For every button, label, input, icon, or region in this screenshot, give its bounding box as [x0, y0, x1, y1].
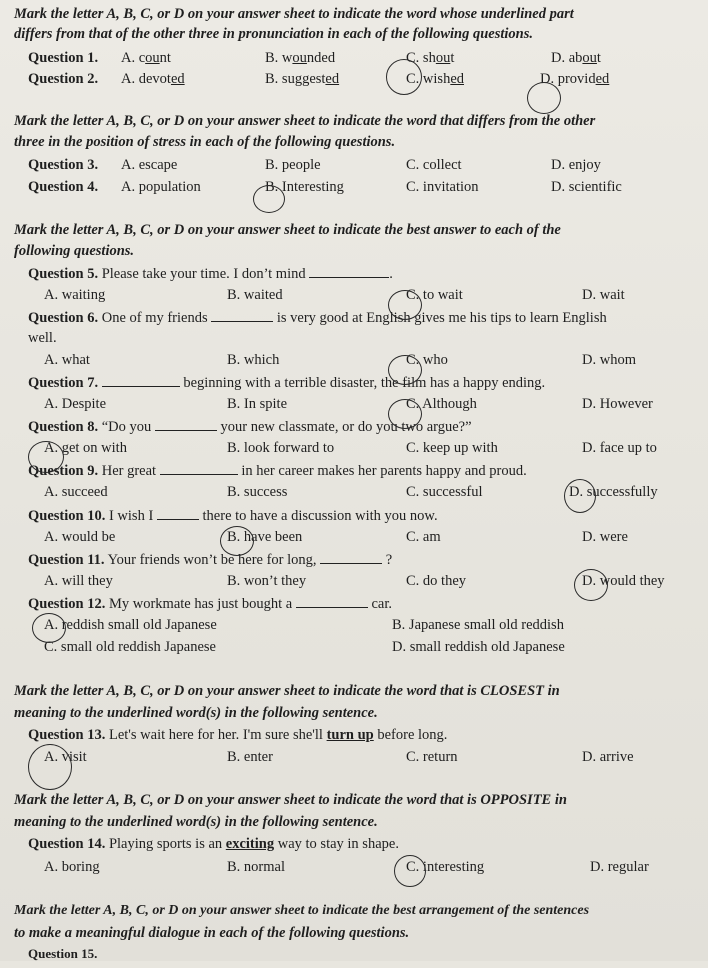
- question-10: [0, 507, 708, 529]
- option-a[interactable]: A. boring: [44, 859, 100, 875]
- question-13-options: [0, 749, 708, 771]
- option-d[interactable]: D. face up to: [582, 440, 657, 456]
- question-stem-cont: well.: [28, 330, 57, 346]
- question-stem: Question 8. “Do you your new classmate, or do you two argue?”: [28, 419, 472, 435]
- answer-blank: [157, 507, 199, 520]
- option-c[interactable]: C. invitation: [406, 179, 479, 195]
- question-8: [0, 418, 708, 440]
- question-15: [0, 946, 708, 968]
- option-a[interactable]: A. population: [121, 179, 201, 195]
- question-5: [0, 265, 708, 287]
- option-d[interactable]: D. wait: [582, 287, 625, 303]
- option-b[interactable]: B. won’t they: [227, 573, 307, 589]
- option-a[interactable]: A. count: [121, 50, 171, 66]
- question-3: [0, 157, 708, 179]
- question-label: Question 15.: [28, 946, 98, 961]
- option-a[interactable]: A. waiting: [44, 287, 106, 303]
- option-c[interactable]: C. do they: [406, 573, 467, 589]
- question-7: [0, 374, 708, 396]
- option-d[interactable]: D. enjoy: [551, 157, 601, 173]
- option-b[interactable]: B. Interesting: [265, 179, 344, 195]
- option-c[interactable]: C. am: [406, 529, 441, 545]
- section6-instruction-line1: Mark the letter A, B, C, or D on your answer sheet to indicate the best arrangement of the sentences: [14, 903, 590, 918]
- option-b[interactable]: B. people: [265, 157, 321, 173]
- question-stem: Question 7. beginning with a terrible disaster, the film has a happy ending.: [28, 375, 546, 391]
- section4-instruction-line1: Mark the letter A, B, C, or D on your answer sheet to indicate the word that is CLOSEST in: [14, 683, 560, 699]
- question-6-options: [0, 352, 708, 374]
- question-label: Question 3.: [28, 157, 99, 173]
- option-b[interactable]: B. In spite: [227, 396, 288, 412]
- question-12: [0, 595, 708, 617]
- section6-instruction-line2: to make a meaningful dialogue in each of the following questions.: [14, 925, 410, 941]
- option-a[interactable]: A. reddish small old Japanese: [44, 617, 217, 633]
- option-a[interactable]: A. will they: [44, 573, 113, 589]
- option-d[interactable]: D. would they: [582, 573, 665, 589]
- question-11-options: [0, 573, 708, 595]
- question-5-options: [0, 287, 708, 309]
- question-9: [0, 462, 708, 484]
- section1-instruction-line2: differs from that of the other three in pronunciation in each of the following questions.: [14, 26, 533, 42]
- option-a[interactable]: A. would be: [44, 529, 116, 545]
- option-b[interactable]: B. normal: [227, 859, 285, 875]
- option-c[interactable]: C. wished: [406, 71, 465, 87]
- option-a[interactable]: A. escape: [121, 157, 178, 173]
- question-8-options: [0, 440, 708, 462]
- option-d[interactable]: D. provided: [540, 71, 610, 87]
- question-12-options-row1: [0, 617, 708, 639]
- question-6-cont: [0, 330, 708, 352]
- answer-blank: [160, 462, 238, 475]
- question-stem: Question 11. Your friends won’t be here for long, ?: [28, 552, 393, 568]
- question-10-options: [0, 529, 708, 551]
- question-9-options: [0, 484, 708, 506]
- option-b[interactable]: B. look forward to: [227, 440, 335, 456]
- option-b[interactable]: B. have been: [227, 529, 303, 545]
- option-d[interactable]: D. However: [582, 396, 653, 412]
- option-a[interactable]: A. get on with: [44, 440, 127, 456]
- option-c[interactable]: C. return: [406, 749, 458, 765]
- option-b[interactable]: B. wounded: [265, 50, 336, 66]
- option-d[interactable]: D. regular: [590, 859, 649, 875]
- question-6: [0, 309, 708, 331]
- question-stem: Question 14. Playing sports is an exciting way to stay in shape.: [28, 836, 399, 852]
- section4-instruction-line2: meaning to the underlined word(s) in the following sentence.: [14, 705, 378, 721]
- section1-instruction-line1: Mark the letter A, B, C, or D on your answer sheet to indicate the word whose underlined part: [14, 6, 574, 22]
- option-b[interactable]: B. suggested: [265, 71, 340, 87]
- option-d[interactable]: D. small reddish old Japanese: [392, 639, 565, 655]
- answer-blank: [309, 265, 389, 278]
- question-1: [0, 50, 708, 72]
- option-a[interactable]: A. succeed: [44, 484, 108, 500]
- section5-instruction-line2: meaning to the underlined word(s) in the following sentence.: [14, 814, 378, 830]
- question-11: [0, 551, 708, 573]
- option-d[interactable]: D. whom: [582, 352, 636, 368]
- answer-blank: [155, 418, 217, 431]
- section3-instruction-line2: following questions.: [14, 243, 135, 259]
- question-stem: Question 13. Let's wait here for her. I'm sure she'll turn up before long.: [28, 727, 448, 743]
- option-b[interactable]: B. Japanese small old reddish: [392, 617, 564, 633]
- option-d[interactable]: D. about: [551, 50, 601, 66]
- answer-blank: [320, 551, 382, 564]
- option-a[interactable]: A. devoted: [121, 71, 185, 87]
- question-14: [0, 836, 708, 858]
- question-stem: Question 6. One of my friends is very good at English gives me his tips to learn English: [28, 310, 607, 326]
- option-c[interactable]: C. Although: [406, 396, 477, 412]
- option-c[interactable]: C. collect: [406, 157, 462, 173]
- option-b[interactable]: B. success: [227, 484, 288, 500]
- question-stem: Question 5. Please take your time. I don’t mind .: [28, 266, 393, 282]
- answer-blank: [102, 374, 180, 387]
- option-d[interactable]: D. arrive: [582, 749, 634, 765]
- question-2: [0, 71, 708, 93]
- question-7-options: [0, 396, 708, 418]
- option-c[interactable]: C. to wait: [406, 287, 463, 303]
- question-label: Question 2.: [28, 71, 99, 87]
- option-a[interactable]: A. Despite: [44, 396, 107, 412]
- question-13: [0, 727, 708, 749]
- question-14-options: [0, 859, 708, 881]
- option-b[interactable]: B. which: [227, 352, 280, 368]
- question-stem: Question 12. My workmate has just bought a car.: [28, 596, 392, 612]
- option-c[interactable]: C. keep up with: [406, 440, 498, 456]
- option-d[interactable]: D. scientific: [551, 179, 622, 195]
- option-b[interactable]: B. waited: [227, 287, 283, 303]
- answer-blank: [211, 309, 273, 322]
- option-c[interactable]: C. successful: [406, 484, 483, 500]
- question-label: Question 4.: [28, 179, 99, 195]
- question-stem: Question 9. Her great in her career makes her parents happy and proud.: [28, 463, 527, 479]
- option-d[interactable]: D. successfully: [569, 484, 658, 500]
- section3-instruction-line1: Mark the letter A, B, C, or D on your answer sheet to indicate the best answer to each of the: [14, 222, 561, 238]
- question-4: [0, 179, 708, 201]
- option-b[interactable]: B. enter: [227, 749, 273, 765]
- answer-blank: [296, 595, 368, 608]
- option-c[interactable]: C. interesting: [406, 859, 485, 875]
- section5-instruction-line1: Mark the letter A, B, C, or D on your answer sheet to indicate the word that is OPPOSITE in: [14, 792, 567, 808]
- question-label: Question 1.: [28, 50, 99, 66]
- question-stem: Question 10. I wish I there to have a discussion with you now.: [28, 508, 438, 524]
- option-c[interactable]: C. who: [406, 352, 448, 368]
- question-12-options-row2: [0, 639, 708, 661]
- option-d[interactable]: D. were: [582, 529, 628, 545]
- option-a[interactable]: A. visit: [44, 749, 87, 765]
- option-c[interactable]: C. shout: [406, 50, 455, 66]
- section2-instruction-line2: three in the position of stress in each of the following questions.: [14, 134, 396, 150]
- section2-instruction-line1: Mark the letter A, B, C, or D on your answer sheet to indicate the word that differs from the other: [14, 113, 596, 129]
- option-c[interactable]: C. small old reddish Japanese: [44, 639, 216, 655]
- option-a[interactable]: A. what: [44, 352, 90, 368]
